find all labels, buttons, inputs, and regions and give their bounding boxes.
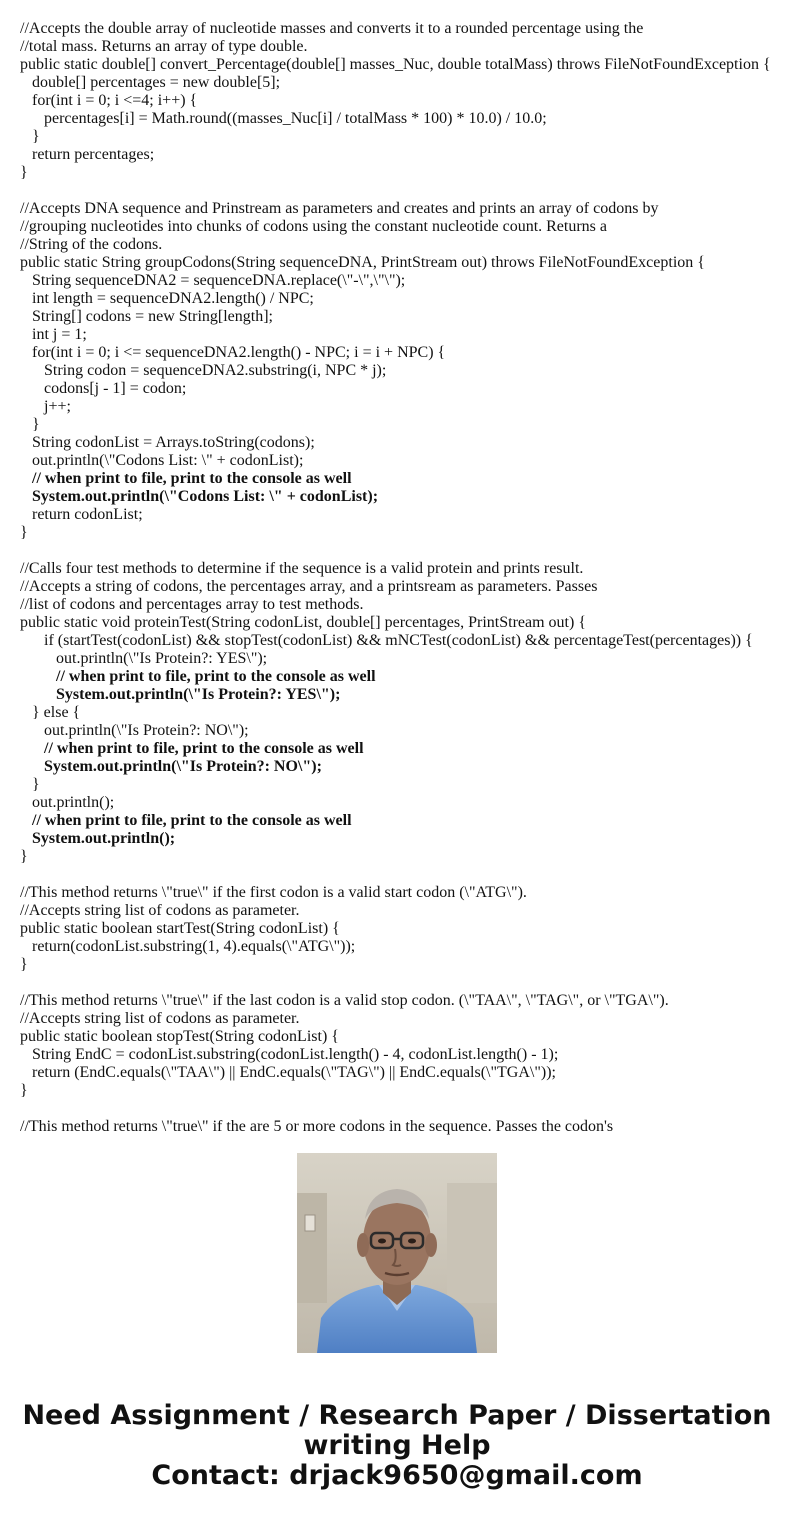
code-line: System.out.println(\"Codons List: \" + codonList); [20,488,379,505]
code-line: //This method returns \"true\" if the are 5 or more codons in the sequence. Passes the codon's [20,1118,614,1135]
code-line: double[] percentages = new double[5]; [20,74,281,91]
code-line: } [20,776,40,793]
code-line: return (EndC.equals(\"TAA\") || EndC.equals(\"TAG\") || EndC.equals(\"TGA\")); [20,1064,556,1081]
code-line: out.println(); [20,794,115,811]
code-line: //This method returns \"true\" if the last codon is a valid stop codon. (\"TAA\", \"TAG\", or \"TGA\"). [20,992,669,1009]
code-line: int length = sequenceDNA2.length() / NPC; [20,290,314,307]
code-line: } [20,524,28,541]
author-photo [297,1153,497,1353]
code-line: } [20,416,40,433]
code-line: //String of the codons. [20,236,163,253]
code-line: } [20,956,28,973]
code-line: //Calls four test methods to determine if the sequence is a valid protein and prints result. [20,560,584,577]
code-line: //Accepts DNA sequence and Prinstream as parameters and creates and prints an array of codons by [20,200,659,217]
code-line: out.println(\"Is Protein?: NO\"); [20,722,249,739]
code-line: public static String groupCodons(String sequenceDNA, PrintStream out) throws FileNotFoundException { [20,254,705,271]
code-line: // when print to file, print to the console as well [20,470,352,487]
code-line: //total mass. Returns an array of type double. [20,38,308,55]
code-line: if (startTest(codonList) && stopTest(codonList) && mNCTest(codonList) && percentageTest(percentages)) { [20,632,753,649]
code-line: } [20,164,28,181]
contact-email: Contact: drjack9650@gmail.com [151,1460,643,1491]
code-line: String[] codons = new String[length]; [20,308,273,325]
code-line: out.println(\"Is Protein?: YES\"); [20,650,268,667]
code-line [20,1100,780,1118]
code-line: return percentages; [20,146,155,163]
code-line: return(codonList.substring(1, 4).equals(\"ATG\")); [20,938,356,955]
code-line [20,974,780,992]
code-line: //Accepts a string of codons, the percentages array, and a printsream as parameters. Passes [20,578,598,595]
code-line: System.out.println(\"Is Protein?: YES\"); [20,686,341,703]
code-line: public static boolean startTest(String codonList) { [20,920,340,937]
code-line [20,542,780,560]
code-line: } [20,1082,28,1099]
code-line: //grouping nucleotides into chunks of codons using the constant nucleotide count. Returns a [20,218,608,235]
code-line: // when print to file, print to the console as well [20,668,376,685]
code-line: int j = 1; [20,326,87,343]
code-line [20,866,780,884]
code-line: System.out.println(\"Is Protein?: NO\"); [20,758,322,775]
code-line: // when print to file, print to the console as well [20,740,364,757]
code-line: String codon = sequenceDNA2.substring(i, NPC * j); [20,362,387,379]
code-line: String codonList = Arrays.toString(codons); [20,434,315,451]
code-listing [20,20,780,1135]
code-line: //Accepts string list of codons as parameter. [20,1010,300,1027]
code-line: percentages[i] = Math.round((masses_Nuc[i] / totalMass * 100) * 10.0) / 10.0; [20,110,547,127]
code-line: System.out.println(); [20,830,176,847]
code-line: public static void proteinTest(String codonList, double[] percentages, PrintStream out) { [20,614,586,631]
contact-subheadline: writing Help [303,1430,491,1461]
code-line: for(int i = 0; i <=4; i++) { [20,92,198,109]
contact-banner [0,1401,794,1491]
code-line: //This method returns \"true\" if the first codon is a valid start codon (\"ATG\"). [20,884,527,901]
code-line: j++; [20,398,71,415]
code-line: String EndC = codonList.substring(codonList.length() - 4, codonList.length() - 1); [20,1046,559,1063]
contact-headline: Need Assignment / Research Paper / Dissertation [22,1400,772,1431]
code-line: } [20,848,28,865]
code-line: for(int i = 0; i <= sequenceDNA2.length() - NPC; i = i + NPC) { [20,344,446,361]
code-line: public static double[] convert_Percentage(double[] masses_Nuc, double totalMass) throws FileNotFoundException { [20,56,771,73]
code-line: } else { [20,704,81,721]
code-line: //list of codons and percentages array to test methods. [20,596,364,613]
code-line: } [20,128,40,145]
code-line: codons[j - 1] = codon; [20,380,187,397]
code-line [20,182,780,200]
code-line: // when print to file, print to the console as well [20,812,352,829]
person-portrait-icon [297,1153,497,1353]
code-line: //Accepts string list of codons as parameter. [20,902,300,919]
code-line: out.println(\"Codons List: \" + codonList); [20,452,304,469]
code-line: public static boolean stopTest(String codonList) { [20,1028,339,1045]
code-line: return codonList; [20,506,143,523]
code-line: String sequenceDNA2 = sequenceDNA.replace(\"-\",\"\"); [20,272,406,289]
code-line: //Accepts the double array of nucleotide masses and converts it to a rounded percentage using the [20,20,644,37]
